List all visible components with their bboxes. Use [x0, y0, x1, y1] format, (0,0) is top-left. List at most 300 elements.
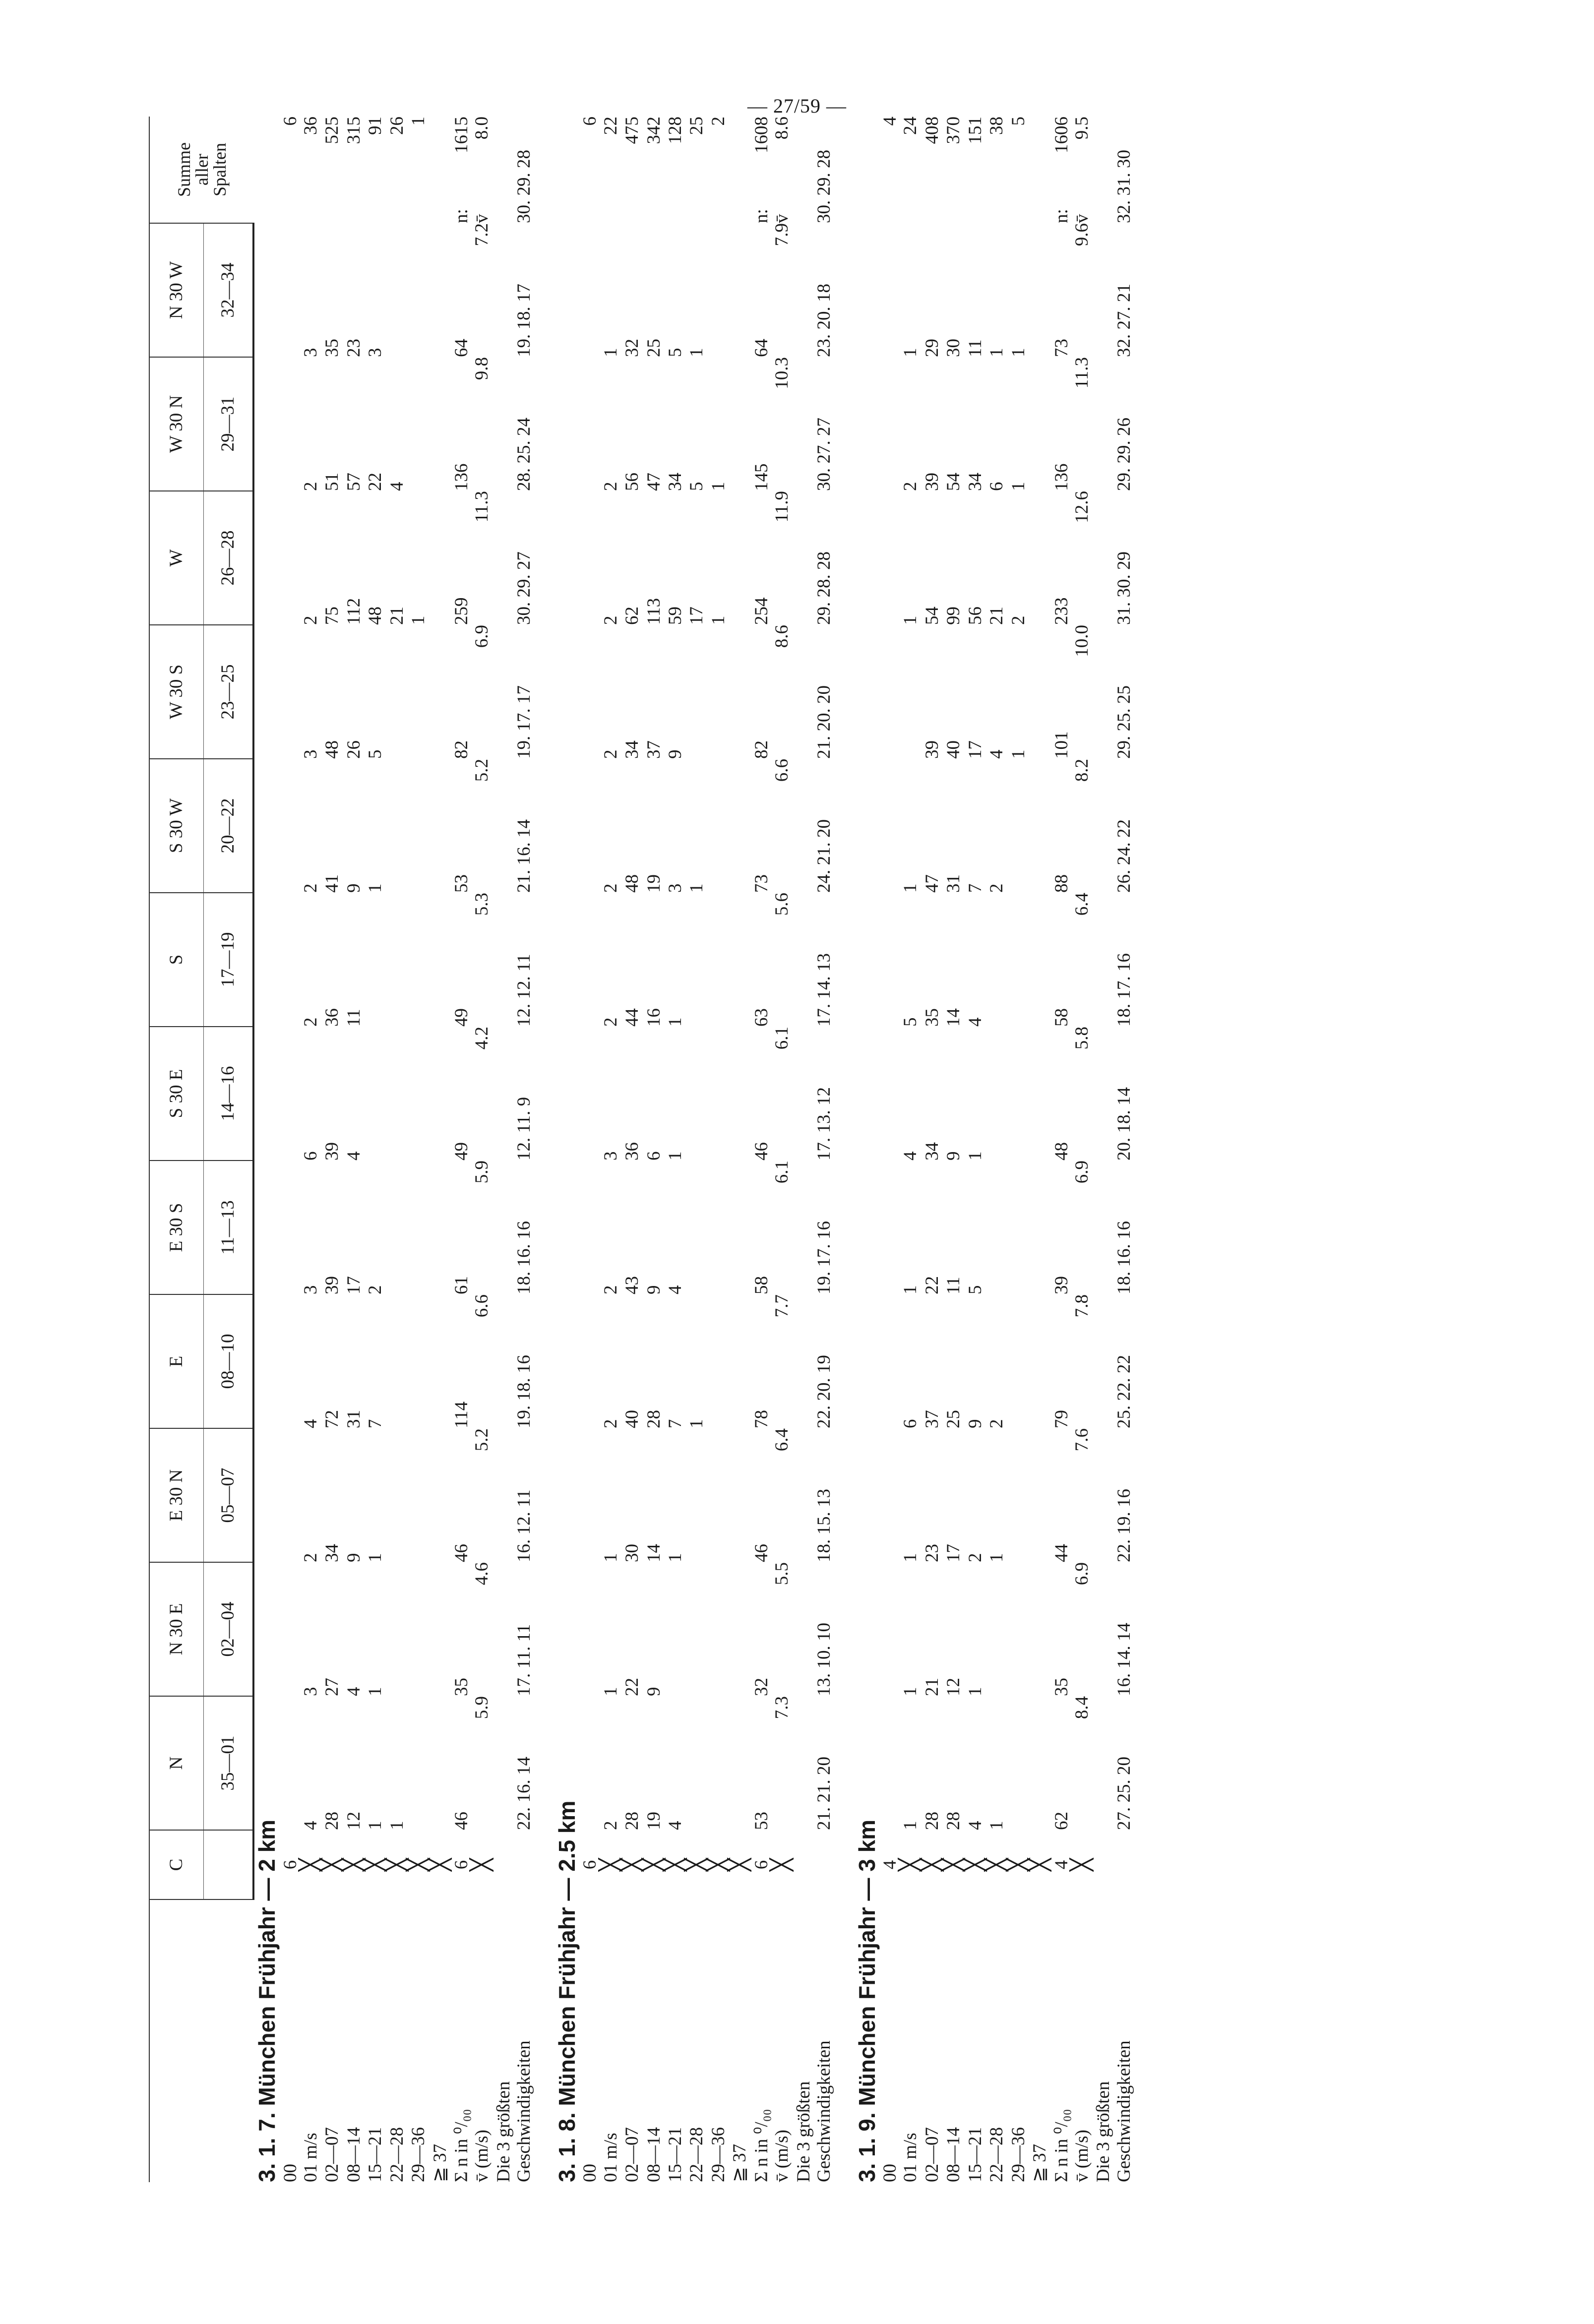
empty-cell	[514, 1830, 534, 1899]
calm-cross	[986, 1830, 1008, 1899]
count-cell: 48	[365, 607, 386, 625]
count-cell	[730, 357, 751, 491]
count-cell: 2	[600, 482, 621, 491]
table-row	[580, 117, 600, 2182]
sum-count: 22	[600, 117, 621, 135]
header-range: 02—04	[204, 1562, 254, 1696]
count-cell: 1	[600, 1553, 621, 1562]
count-cell: 19	[643, 1812, 664, 1830]
table-row	[708, 117, 730, 2182]
count-cell	[1030, 1027, 1051, 1161]
count-cell: 5	[665, 348, 686, 357]
count-cell: 25	[943, 1410, 964, 1428]
class-label: 02—07	[322, 2127, 343, 2182]
class-label: 00	[280, 2164, 301, 2182]
cross-mark-icon: ╳	[707, 1858, 730, 1871]
class-label: 15—21	[365, 2127, 386, 2182]
count-cell: 21	[921, 1678, 942, 1696]
empty-cell	[580, 625, 600, 759]
count-cell: 1	[900, 348, 921, 357]
sum-n-label: Σ n in ⁰/₀₀	[1051, 2109, 1072, 2182]
sum-n-cell: 58	[1051, 1008, 1072, 1027]
count-cell: 1	[986, 348, 1007, 357]
empty-cell	[493, 357, 514, 491]
count-cell	[387, 759, 408, 893]
count-cell	[1030, 1161, 1051, 1294]
sum-n-cell: 233	[1051, 597, 1072, 625]
empty-cell	[880, 893, 900, 1027]
mean-v-cell: 6.6	[772, 759, 793, 782]
header-range: 14—16	[204, 1027, 254, 1161]
top3-cell: 19. 18. 16	[514, 1355, 535, 1428]
sum-n-cell: 32	[751, 1678, 772, 1696]
count-cell	[387, 223, 408, 357]
top3-cell: 26. 24. 22	[1113, 819, 1134, 893]
count-cell: 9	[965, 1419, 985, 1428]
empty-cell	[1093, 1562, 1113, 1696]
class-label: 02—07	[921, 2127, 942, 2182]
empty-cell	[880, 759, 900, 893]
mean-v-cell: 7.2	[472, 223, 492, 246]
mean-v-cell: 5.5	[772, 1562, 793, 1586]
count-cell: 17	[686, 607, 707, 625]
count-cell: 29	[921, 339, 942, 357]
total-v	[772, 117, 792, 223]
total-v-value: 9.5	[1071, 117, 1092, 140]
count-cell: 19	[643, 874, 664, 893]
section-title: 3. 1. 8. München Frühjahr — 2.5 km	[553, 1800, 580, 2182]
header-direction: S	[149, 893, 204, 1027]
sum-count: 5	[1008, 117, 1029, 126]
count-cell: 31	[943, 874, 964, 893]
sum-n-cell: 46	[751, 1142, 772, 1161]
empty-cell	[1114, 1830, 1134, 1899]
top3-cell: 31. 30. 29	[1113, 551, 1134, 625]
calm-cross	[1072, 1830, 1093, 1899]
header-range: 29—31	[204, 357, 254, 491]
class-label: 29—36	[708, 2127, 729, 2182]
calm-cross	[1030, 1830, 1051, 1899]
table-row	[1008, 117, 1030, 2182]
count-cell: 112	[343, 598, 364, 625]
count-cell	[408, 223, 429, 357]
count-cell	[900, 625, 921, 759]
count-cell: 2	[300, 1553, 321, 1562]
count-cell: 30	[943, 339, 964, 357]
count-cell	[686, 1696, 708, 1830]
count-cell: 4	[300, 1419, 321, 1428]
top3-cell: 29. 28. 28	[814, 551, 835, 625]
count-cell	[686, 1027, 708, 1161]
count-cell: 7	[665, 1419, 686, 1428]
total-v	[472, 117, 492, 223]
cross-mark-icon: ╳	[642, 1858, 666, 1871]
calm-cross	[387, 1830, 408, 1899]
count-cell	[430, 1428, 451, 1562]
count-cell: 9	[943, 1151, 964, 1161]
total-top3: 30. 29. 28	[814, 150, 835, 223]
empty-cell	[1093, 1027, 1113, 1161]
empty-cell	[880, 223, 900, 357]
count-cell: 62	[622, 607, 643, 625]
top3-cell: 18. 16. 16	[1113, 1221, 1134, 1294]
sum-count: 25	[686, 117, 707, 135]
top3-cell: 24. 21. 20	[814, 819, 835, 893]
empty-cell	[580, 491, 600, 625]
count-cell: 9	[343, 1553, 364, 1562]
count-cell: 2	[300, 883, 321, 893]
count-cell: 2	[300, 482, 321, 491]
count-cell: 2	[986, 1419, 1007, 1428]
count-cell: 1	[708, 482, 729, 491]
total-n	[451, 117, 472, 223]
count-cell	[730, 1562, 751, 1696]
count-cell	[708, 1696, 730, 1830]
empty-cell	[1093, 893, 1113, 1027]
calm-count: 6	[280, 1860, 301, 1870]
empty-cell	[280, 1027, 301, 1161]
sum-n-cell: 64	[451, 339, 472, 357]
empty-cell	[580, 759, 600, 893]
table-row	[986, 117, 1008, 2182]
count-cell	[387, 1027, 408, 1161]
cross-mark-icon: ╳	[385, 1858, 409, 1871]
empty-cell	[493, 1027, 514, 1161]
calm-cross	[601, 1830, 622, 1899]
count-cell	[708, 1027, 730, 1161]
empty-cell	[794, 1294, 814, 1428]
count-cell: 28	[921, 1812, 942, 1830]
class-label: 01 m/s	[300, 2133, 321, 2182]
header-range: 17—19	[204, 893, 254, 1027]
empty-cell	[493, 491, 514, 625]
count-cell	[708, 759, 730, 893]
mean-v-cell: 4.6	[472, 1562, 492, 1586]
sum-count: 36	[300, 117, 321, 135]
count-cell	[430, 357, 451, 491]
count-cell	[387, 1161, 408, 1294]
count-cell: 12	[943, 1678, 964, 1696]
count-cell: 2	[600, 1017, 621, 1027]
count-cell: 34	[965, 473, 985, 491]
sum-n-cell: 62	[1051, 1812, 1072, 1830]
count-cell	[730, 625, 751, 759]
count-cell: 48	[622, 874, 643, 893]
count-cell: 5	[965, 1285, 985, 1294]
count-cell: 7	[965, 883, 985, 893]
count-cell: 75	[322, 607, 343, 625]
count-cell	[686, 1428, 708, 1562]
cross-mark-icon: ╳	[899, 1858, 922, 1871]
count-cell: 17	[943, 1544, 964, 1562]
sum-count: 128	[665, 117, 686, 144]
header-calm-range	[204, 1830, 254, 1899]
header-range: 05—07	[204, 1428, 254, 1562]
top3-cell: 19. 18. 17	[514, 284, 535, 357]
count-cell	[430, 223, 451, 357]
cross-mark-icon: ╳	[729, 1858, 752, 1871]
count-cell	[430, 625, 451, 759]
count-cell: 1	[900, 1553, 921, 1562]
count-cell	[708, 1294, 730, 1428]
count-cell: 4	[965, 1821, 985, 1830]
count-cell	[408, 625, 429, 759]
sum-n-cell: 136	[1051, 463, 1072, 491]
count-cell: 9	[665, 749, 686, 759]
table-body	[253, 117, 1134, 2182]
total-top3: 32. 31. 30	[1113, 150, 1134, 223]
empty-cell	[580, 1428, 600, 1562]
table-row	[322, 117, 343, 2182]
total-v	[1072, 117, 1092, 223]
count-cell	[730, 1027, 751, 1161]
sum-n-cell: 61	[451, 1276, 472, 1294]
calm-count: 4	[880, 1860, 901, 1870]
sum-count: 475	[622, 117, 643, 144]
count-cell	[1030, 223, 1051, 357]
cross-mark-icon: ╳	[299, 1858, 322, 1871]
count-cell: 21	[986, 607, 1007, 625]
empty-cell	[493, 625, 514, 759]
count-cell	[1008, 893, 1030, 1027]
top3-cell: 32. 27. 21	[1113, 284, 1134, 357]
count-cell: 3	[300, 1285, 321, 1294]
count-cell	[430, 893, 451, 1027]
mean-v-cell: 11.3	[472, 491, 492, 523]
header-direction: E 30 N	[149, 1428, 204, 1562]
empty-cell	[880, 1428, 900, 1562]
top3-cell: 22. 16. 14	[514, 1757, 535, 1830]
header-direction: W 30 S	[149, 625, 204, 759]
mean-v-cell: 5.9	[472, 1696, 492, 1719]
mean-v-cell: 5.6	[772, 893, 793, 916]
mean-v-cell: 8.2	[1071, 759, 1092, 782]
table-row	[601, 117, 622, 2182]
count-cell	[1008, 1027, 1030, 1161]
count-cell: 5	[686, 482, 707, 491]
empty-cell	[794, 1696, 814, 1830]
count-cell	[708, 893, 730, 1027]
count-cell: 2	[1008, 615, 1029, 625]
cross-mark-icon: ╳	[1007, 1858, 1030, 1871]
cross-mark-icon: ╳	[342, 1858, 366, 1871]
calm-cross	[644, 1830, 665, 1899]
mean-v-cell: 5.2	[472, 1428, 492, 1452]
count-cell: 1	[1008, 749, 1029, 759]
count-cell: 39	[322, 1276, 343, 1294]
count-cell: 1	[665, 1017, 686, 1027]
empty-cell	[493, 223, 514, 357]
count-cell: 1	[986, 1821, 1007, 1830]
empty-cell	[580, 1294, 600, 1428]
header-calm: C	[149, 1830, 204, 1899]
count-cell	[408, 1428, 429, 1562]
total-v-symbol: v̄	[1071, 214, 1092, 223]
sum-count: 38	[986, 117, 1007, 135]
header-direction: S 30 W	[149, 759, 204, 893]
empty-cell	[493, 1696, 514, 1830]
table-row	[730, 117, 751, 2182]
sum-n-cell: 101	[1051, 731, 1072, 759]
empty-cell	[280, 1161, 301, 1294]
empty-cell	[580, 1161, 600, 1294]
count-cell: 35	[322, 339, 343, 357]
count-cell	[408, 1161, 429, 1294]
count-cell	[387, 1428, 408, 1562]
calm-cross	[965, 1830, 986, 1899]
count-cell: 3	[365, 348, 386, 357]
count-cell: 36	[622, 1142, 643, 1161]
section-title: 3. 1. 7. München Frühjahr — 2 km	[254, 1819, 280, 2182]
empty-cell	[1093, 491, 1113, 625]
top3-cell: 30. 27. 27	[814, 418, 835, 491]
count-cell	[430, 1562, 451, 1696]
cross-mark-icon: ╳	[364, 1858, 387, 1871]
count-cell: 37	[643, 740, 664, 759]
count-cell	[1030, 893, 1051, 1027]
count-cell: 9	[643, 1687, 664, 1696]
top3-cell: 23. 20. 18	[814, 284, 835, 357]
empty-cell	[794, 1161, 814, 1294]
empty-cell	[1093, 223, 1113, 357]
count-cell: 7	[365, 1419, 386, 1428]
count-cell: 1	[686, 1419, 707, 1428]
sum-n-cell: 53	[751, 1812, 772, 1830]
count-cell	[408, 1294, 429, 1428]
header-direction: W 30 N	[149, 357, 204, 491]
calm-cross	[430, 1830, 451, 1899]
count-cell: 14	[643, 1544, 664, 1562]
table-row	[686, 117, 708, 2182]
count-cell: 2	[365, 1285, 386, 1294]
count-cell	[430, 759, 451, 893]
header-direction: N	[149, 1696, 204, 1830]
count-cell: 6	[300, 1151, 321, 1161]
count-cell	[730, 1696, 751, 1830]
header-range: 26—28	[204, 491, 254, 625]
count-cell: 4	[343, 1151, 364, 1161]
mean-v-cell: 7.8	[1071, 1294, 1092, 1318]
count-cell: 1	[365, 1687, 386, 1696]
cross-mark-icon: ╳	[1070, 1858, 1094, 1871]
mean-v-cell: 5.9	[472, 1161, 492, 1184]
header-range: 35—01	[204, 1696, 254, 1830]
top3-label: Die 3 größten	[493, 2081, 514, 2182]
sum-n-cell: 73	[1051, 339, 1072, 357]
empty-cell	[794, 625, 814, 759]
count-cell: 30	[622, 1544, 643, 1562]
top3-cell: 21. 20. 20	[814, 685, 835, 759]
count-cell: 56	[965, 607, 985, 625]
empty-cell	[880, 625, 900, 759]
calm-cross	[322, 1830, 343, 1899]
count-cell	[430, 491, 451, 625]
sum-count: 6	[280, 117, 301, 126]
cross-mark-icon: ╳	[621, 1858, 644, 1871]
empty-cell	[580, 1696, 600, 1830]
count-cell: 4	[386, 482, 407, 491]
class-label: ≧ 37	[1030, 2143, 1050, 2182]
count-cell: 51	[322, 473, 343, 491]
cross-mark-icon: ╳	[321, 1858, 344, 1871]
count-cell: 11	[965, 339, 985, 357]
sum-n-cell: 88	[1051, 874, 1072, 893]
count-cell: 5	[900, 1017, 921, 1027]
empty-cell	[580, 223, 600, 357]
empty-cell	[1093, 357, 1113, 491]
count-cell: 17	[965, 740, 985, 759]
count-cell	[730, 491, 751, 625]
calm-sum-n: 4	[1051, 1860, 1072, 1870]
sum-n-cell: 35	[451, 1678, 472, 1696]
table-row	[430, 117, 451, 2182]
calm-cross	[708, 1830, 730, 1899]
count-cell: 3	[300, 1687, 321, 1696]
total-n	[751, 117, 772, 223]
count-cell: 16	[643, 1008, 664, 1027]
count-cell: 1	[686, 348, 707, 357]
top3-cell: 27. 25. 20	[1113, 1757, 1134, 1830]
empty-cell	[794, 357, 814, 491]
top3-cell: 25. 22. 22	[1113, 1355, 1134, 1428]
empty-cell	[493, 117, 514, 223]
class-label: 22—28	[686, 2127, 707, 2182]
count-cell: 99	[943, 607, 964, 625]
mean-v-cell: 10.3	[772, 357, 793, 389]
header-range: 08—10	[204, 1294, 254, 1428]
empty-cell	[1093, 1161, 1113, 1294]
top3-label: Geschwindigkeiten	[514, 2040, 535, 2182]
total-v-value: 8.6	[772, 117, 793, 140]
table-row	[408, 117, 429, 2182]
count-cell: 54	[921, 607, 942, 625]
sum-n-cell: 49	[451, 1008, 472, 1027]
count-cell	[1030, 1696, 1051, 1830]
mean-v-cell: 9.8	[472, 357, 492, 380]
count-cell: 1	[386, 1821, 407, 1830]
count-cell	[1030, 1562, 1051, 1696]
count-cell: 3	[665, 883, 686, 893]
sum-count: 408	[921, 117, 942, 144]
empty-cell	[280, 1294, 301, 1428]
sum-count: 24	[900, 117, 921, 135]
count-cell	[665, 1562, 686, 1696]
class-label: 02—07	[622, 2127, 643, 2182]
count-cell: 11	[943, 1277, 964, 1294]
sum-n-cell: 48	[1051, 1142, 1072, 1161]
sum-n-cell: 63	[751, 1008, 772, 1027]
count-cell	[1008, 1294, 1030, 1428]
count-cell: 54	[943, 473, 964, 491]
count-cell: 1	[1008, 348, 1029, 357]
count-cell	[686, 893, 708, 1027]
count-cell: 6	[643, 1151, 664, 1161]
top3-cell: 16. 12. 11	[514, 1489, 535, 1562]
empty-cell	[1093, 759, 1113, 893]
count-cell	[1008, 1562, 1030, 1696]
mean-v-label: v̄ (m/s)	[1071, 2130, 1092, 2182]
mean-v-cell: 7.7	[772, 1294, 793, 1318]
table-row	[880, 117, 900, 2182]
count-cell	[1030, 491, 1051, 625]
empty-cell	[880, 1696, 900, 1830]
table-row	[365, 117, 386, 2182]
empty-cell	[280, 223, 301, 357]
count-cell: 2	[900, 482, 921, 491]
calm-cross	[301, 1830, 322, 1899]
total-n-symbol: n:	[451, 209, 472, 223]
header-range: 11—13	[204, 1161, 254, 1294]
